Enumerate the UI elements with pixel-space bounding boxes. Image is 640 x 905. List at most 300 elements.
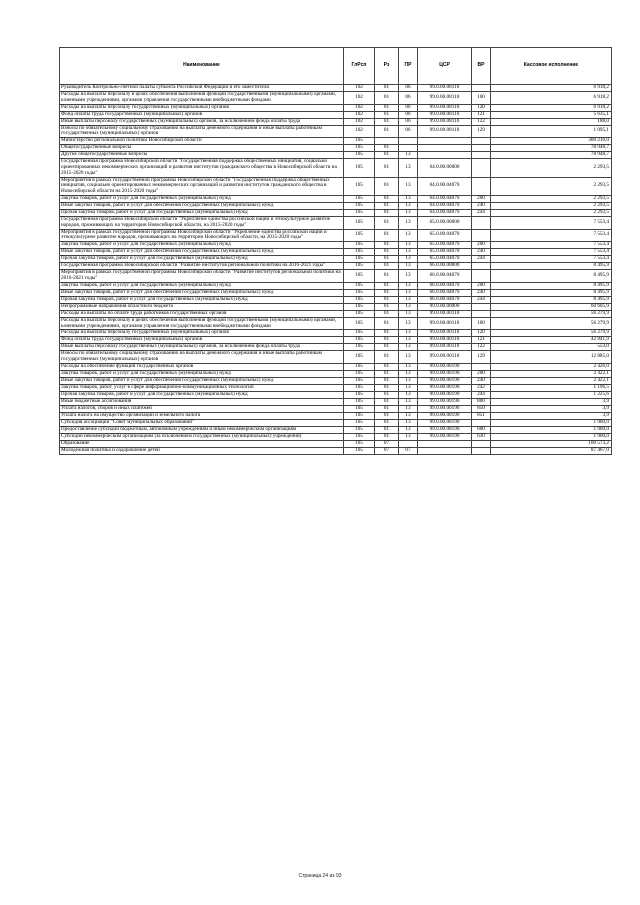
cell-amount: 6 918,2	[491, 104, 612, 111]
cell-vr: 240	[472, 249, 491, 256]
cell-grs: 105	[344, 229, 375, 242]
cell-amount: 3,9	[491, 405, 612, 412]
cell-amount: 8 495,9	[491, 270, 612, 283]
cell-vr: 200	[472, 370, 491, 377]
cell-csr: 99.0.00.00110	[418, 337, 472, 344]
cell-rz: 01	[375, 351, 399, 364]
header-name: Наименование	[60, 48, 344, 85]
cell-csr: 65.0.00.04070	[418, 242, 472, 249]
cell-csr: 66.0.00.04070	[418, 296, 472, 303]
cell-name: Прочая закупка товаров, работ и услуг для государственных (муниципальных) нужд	[60, 209, 344, 216]
cell-rz: 01	[375, 282, 399, 289]
cell-amount: 5 635,1	[491, 111, 612, 118]
cell-amount: 8 495,9	[491, 282, 612, 289]
header-rz: Рз	[375, 48, 399, 85]
cell-name: Взносы по обязательному социальному страхованию на выплаты денежного содержания и иные выплаты работникам государственных (муниципальных) органов	[60, 351, 344, 364]
cell-name: Мероприятия в рамках государственной программы Новосибирской области "Государственная поддержка общественных инициатив, социально ориентированных некоммерческих организаций и развития институтов гражданского общества в Новосибирской области на 2015-2020 годы"	[60, 177, 344, 195]
cell-vr: 200	[472, 242, 491, 249]
cell-rz: 01	[375, 270, 399, 283]
cell-pr: 13	[399, 159, 418, 177]
table-row	[60, 351, 612, 364]
cell-csr: 65.0.00.00000	[418, 216, 472, 229]
header-csr: ЦСР	[418, 48, 472, 85]
cell-pr: 13	[399, 330, 418, 337]
cell-amount: 42 841,9	[491, 337, 612, 344]
cell-grs: 105	[344, 152, 375, 159]
cell-vr: 120	[472, 104, 491, 111]
cell-grs: 105	[344, 344, 375, 351]
cell-amount: 87 467,0	[491, 447, 612, 454]
cell-name: Общегосударственные вопросы	[60, 145, 344, 152]
cell-vr: 122	[472, 344, 491, 351]
cell-grs: 102	[344, 104, 375, 111]
cell-csr: 99.0.00.00110	[418, 317, 472, 330]
cell-rz: 01	[375, 391, 399, 398]
cell-pr: 13	[399, 152, 418, 159]
cell-rz: 01	[375, 202, 399, 209]
cell-amount: 8 495,9	[491, 263, 612, 270]
cell-amount: 188,0	[491, 118, 612, 125]
cell-amount: 8 495,9	[491, 296, 612, 303]
cell-name: Мероприятия в рамках государственной программы Новосибирской области "Укрепление единства российской нации и этнокультурное развитие народов, проживающих на территории Новосибирской области, на 2015-2020 годы"	[60, 229, 344, 242]
cell-grs: 102	[344, 111, 375, 118]
cell-pr: 13	[399, 249, 418, 256]
cell-grs: 105	[344, 216, 375, 229]
cell-rz: 01	[375, 398, 399, 405]
cell-grs: 105	[344, 377, 375, 384]
cell-amount: 2 293,5	[491, 209, 612, 216]
cell-name: Прочая закупка товаров, работ и услуг для государственных (муниципальных) нужд	[60, 296, 344, 303]
cell-rz: 01	[375, 152, 399, 159]
cell-vr	[472, 229, 491, 242]
cell-rz: 01	[375, 229, 399, 242]
cell-name: Иные выплаты персоналу государственных (муниципальных) органов, за исключением фонда оплаты труда	[60, 118, 344, 125]
cell-name: Закупка товаров, работ, услуг в сфере информационно-коммуникационных технологий	[60, 384, 344, 391]
cell-grs: 102	[344, 85, 375, 92]
cell-rz: 01	[375, 104, 399, 111]
cell-grs: 105	[344, 391, 375, 398]
cell-csr: 99.0.00.08110	[418, 118, 472, 125]
cell-grs: 105	[344, 242, 375, 249]
cell-rz: 01	[375, 419, 399, 426]
cell-grs: 105	[344, 351, 375, 364]
cell-csr: 99.0.00.08110	[418, 125, 472, 138]
cell-amount: 7 553,4	[491, 229, 612, 242]
cell-vr: 800	[472, 398, 491, 405]
cell-amount: 56 279,9	[491, 317, 612, 330]
cell-vr	[472, 138, 491, 145]
cell-vr: 129	[472, 125, 491, 138]
cell-pr: 13	[399, 391, 418, 398]
table-row	[60, 216, 612, 229]
cell-csr: 65.0.00.04070	[418, 249, 472, 256]
cell-vr	[472, 177, 491, 195]
cell-pr: 13	[399, 317, 418, 330]
cell-pr: 13	[399, 303, 418, 310]
cell-csr	[418, 138, 472, 145]
cell-name: Уплата налогов, сборов и иных платежей	[60, 405, 344, 412]
cell-grs: 105	[344, 138, 375, 145]
cell-vr: 244	[472, 296, 491, 303]
header-vr: ВР	[472, 48, 491, 85]
cell-rz: 01	[375, 177, 399, 195]
table-row	[60, 138, 612, 145]
cell-grs: 102	[344, 118, 375, 125]
cell-grs: 105	[344, 317, 375, 330]
cell-amount: 56 279,9	[491, 310, 612, 317]
cell-amount: 7 553,4	[491, 242, 612, 249]
cell-amount: 7 553,4	[491, 256, 612, 263]
cell-vr: 200	[472, 282, 491, 289]
cell-amount: 1 900,0	[491, 426, 612, 433]
cell-name: Непрограммные направления областного бюджета	[60, 303, 344, 310]
cell-vr: 851	[472, 412, 491, 419]
cell-vr: 242	[472, 384, 491, 391]
cell-amount: 100 573,2	[491, 440, 612, 447]
cell-grs: 105	[344, 398, 375, 405]
cell-pr: 13	[399, 209, 418, 216]
cell-name: Расходы на выплаты персоналу государственных (муниципальных) органов	[60, 104, 344, 111]
cell-pr: 13	[399, 289, 418, 296]
cell-rz: 01	[375, 370, 399, 377]
cell-vr: 240	[472, 202, 491, 209]
cell-pr: 13	[399, 405, 418, 412]
cell-csr: 99.0.00.00190	[418, 398, 472, 405]
cell-csr: 99.0.00.00110	[418, 330, 472, 337]
cell-amount: 2 426,0	[491, 363, 612, 370]
cell-pr: 06	[399, 125, 418, 138]
cell-rz: 01	[375, 145, 399, 152]
cell-rz: 01	[375, 159, 399, 177]
cell-pr: 06	[399, 92, 418, 105]
cell-vr: 244	[472, 391, 491, 398]
cell-amount: 1 900,0	[491, 419, 612, 426]
cell-grs: 105	[344, 202, 375, 209]
cell-vr: 100	[472, 317, 491, 330]
cell-amount: 7 553,4	[491, 216, 612, 229]
cell-pr: 13	[399, 384, 418, 391]
cell-pr: 06	[399, 111, 418, 118]
cell-rz: 01	[375, 209, 399, 216]
cell-rz: 01	[375, 310, 399, 317]
cell-vr	[472, 159, 491, 177]
cell-amount: 2 422,1	[491, 377, 612, 384]
cell-pr	[399, 138, 418, 145]
cell-name: Расходы на обеспечение функций государственных органов	[60, 363, 344, 370]
cell-name: Прочая закупка товаров, работ и услуг для государственных (муниципальных) нужд	[60, 256, 344, 263]
cell-grs: 105	[344, 282, 375, 289]
cell-csr: 99.0.00.00190	[418, 391, 472, 398]
cell-name: Иные выплаты персоналу государственных (муниципальных) органов, за исключением фонда оплаты труда	[60, 344, 344, 351]
cell-grs: 105	[344, 419, 375, 426]
cell-amount: 78 948,7	[491, 152, 612, 159]
cell-vr: 244	[472, 209, 491, 216]
cell-csr: 99.0.00.00190	[418, 363, 472, 370]
cell-csr: 99.0.00.00190	[418, 377, 472, 384]
cell-csr: 99.0.00.00110	[418, 344, 472, 351]
table-row	[60, 125, 612, 138]
cell-amount: 60 605,9	[491, 303, 612, 310]
cell-vr: 240	[472, 289, 491, 296]
cell-name: Прочая закупка товаров, работ и услуг для государственных (муниципальных) нужд	[60, 391, 344, 398]
cell-grs: 105	[344, 289, 375, 296]
cell-amount: 1 225,6	[491, 391, 612, 398]
cell-csr: 66.0.00.04070	[418, 282, 472, 289]
cell-pr: 06	[399, 85, 418, 92]
cell-pr: 13	[399, 229, 418, 242]
cell-csr: 64.0.00.04070	[418, 177, 472, 195]
cell-csr: 65.0.00.04070	[418, 229, 472, 242]
cell-grs: 105	[344, 145, 375, 152]
cell-pr: 13	[399, 282, 418, 289]
cell-vr	[472, 216, 491, 229]
cell-csr: 99.0.00.00110	[418, 351, 472, 364]
cell-grs: 105	[344, 177, 375, 195]
cell-rz: 01	[375, 289, 399, 296]
cell-name: Субсидии некоммерческим организациям (за исключением государственных (муниципальных) учреждений)	[60, 433, 344, 440]
cell-name: Министерство региональной политики Новосибирской области	[60, 138, 344, 145]
cell-rz: 01	[375, 216, 399, 229]
cell-amount: 3,9	[491, 398, 612, 405]
cell-grs: 105	[344, 296, 375, 303]
cell-name: Расходы на выплаты персоналу государственных (муниципальных) органов	[60, 330, 344, 337]
cell-rz: 01	[375, 405, 399, 412]
cell-name: Руководитель Контрольно-счетной палаты субъекта Российской Федерации и его заместители	[60, 85, 344, 92]
cell-pr: 13	[399, 242, 418, 249]
cell-pr: 06	[399, 118, 418, 125]
table-row	[60, 391, 612, 398]
cell-grs: 105	[344, 256, 375, 263]
cell-rz: 01	[375, 337, 399, 344]
cell-vr	[472, 145, 491, 152]
cell-name: Взносы по обязательному социальному страхованию на выплаты денежного содержания и иные выплаты работникам государственных (муниципальных) органов	[60, 125, 344, 138]
cell-grs: 102	[344, 92, 375, 105]
cell-amount: 2 422,1	[491, 370, 612, 377]
cell-amount: 553,0	[491, 344, 612, 351]
cell-rz: 01	[375, 92, 399, 105]
cell-rz: 01	[375, 384, 399, 391]
cell-csr	[418, 145, 472, 152]
cell-grs: 105	[344, 195, 375, 202]
cell-rz: 01	[375, 412, 399, 419]
cell-rz: 01	[375, 296, 399, 303]
table-row	[60, 159, 612, 177]
cell-grs: 105	[344, 363, 375, 370]
cell-vr: 120	[472, 330, 491, 337]
cell-rz: 01	[375, 303, 399, 310]
cell-name: Предоставление субсидий бюджетным, автономным учреждениям и иным некоммерческим организациям	[60, 426, 344, 433]
cell-vr: 122	[472, 118, 491, 125]
cell-csr: 99.0.00.00190	[418, 384, 472, 391]
header-grs: ГлРсп	[344, 48, 375, 85]
table-row	[60, 447, 612, 454]
table-row	[60, 433, 612, 440]
table-row	[60, 229, 612, 242]
cell-name: Фонд оплаты труда государственных (муниципальных) органов	[60, 337, 344, 344]
cell-rz: 01	[375, 426, 399, 433]
cell-csr: 66.0.00.04070	[418, 289, 472, 296]
header-amount: Кассовое исполнение	[491, 48, 612, 85]
cell-csr: 99.0.00.00190	[418, 370, 472, 377]
cell-name: Иные закупки товаров, работ и услуг для обеспечения государственных (муниципальных) нужд	[60, 202, 344, 209]
cell-pr: 13	[399, 363, 418, 370]
cell-rz: 01	[375, 85, 399, 92]
cell-amount: 300 216,0	[491, 138, 612, 145]
cell-pr: 07	[399, 447, 418, 454]
cell-vr: 600	[472, 426, 491, 433]
cell-rz: 01	[375, 433, 399, 440]
cell-grs: 105	[344, 370, 375, 377]
cell-pr: 13	[399, 351, 418, 364]
cell-pr: 13	[399, 256, 418, 263]
cell-grs: 105	[344, 433, 375, 440]
cell-vr: 121	[472, 337, 491, 344]
cell-csr: 65.0.00.04070	[418, 256, 472, 263]
cell-name: Уплата налога на имущество организаций и земельного налога	[60, 412, 344, 419]
cell-pr: 13	[399, 202, 418, 209]
cell-grs: 105	[344, 303, 375, 310]
cell-rz: 01	[375, 377, 399, 384]
cell-grs: 105	[344, 270, 375, 283]
cell-vr	[472, 152, 491, 159]
table-row	[60, 177, 612, 195]
cell-rz: 01	[375, 344, 399, 351]
cell-csr: 99.0.00.00190	[418, 412, 472, 419]
cell-rz: 01	[375, 118, 399, 125]
cell-pr: 13	[399, 370, 418, 377]
cell-vr	[472, 303, 491, 310]
cell-name: Иные закупки товаров, работ и услуг для обеспечения государственных (муниципальных) нужд	[60, 377, 344, 384]
cell-rz: 07	[375, 447, 399, 454]
cell-pr: 13	[399, 337, 418, 344]
cell-name: Иные закупки товаров, работ и услуг для обеспечения государственных (муниципальных) нужд	[60, 249, 344, 256]
cell-amount: 2 293,5	[491, 195, 612, 202]
cell-csr: 99.0.00.00000	[418, 303, 472, 310]
cell-csr: 64.0.00.04070	[418, 209, 472, 216]
cell-pr: 13	[399, 412, 418, 419]
cell-pr: 13	[399, 433, 418, 440]
table-row	[60, 92, 612, 105]
cell-name: Мероприятия в рамках государственной программы Новосибирской области "Развитие институтов региональной политики на 2016-2021 годы"	[60, 270, 344, 283]
cell-csr: 64.0.00.00000	[418, 159, 472, 177]
cell-csr	[418, 447, 472, 454]
cell-csr	[418, 440, 472, 447]
cell-csr: 99.0.00.08190	[418, 426, 472, 433]
cell-rz: 01	[375, 263, 399, 270]
cell-amount: 2 293,5	[491, 159, 612, 177]
cell-name: Образование	[60, 440, 344, 447]
cell-amount: 78 948,7	[491, 145, 612, 152]
cell-csr: 99.0.00.08110	[418, 85, 472, 92]
cell-vr	[472, 440, 491, 447]
cell-amount: 6 918,2	[491, 85, 612, 92]
cell-vr: 850	[472, 405, 491, 412]
cell-grs: 105	[344, 263, 375, 270]
cell-vr: 244	[472, 256, 491, 263]
cell-grs: 105	[344, 159, 375, 177]
cell-csr: 99.0.00.08190	[418, 419, 472, 426]
cell-grs: 105	[344, 337, 375, 344]
cell-csr: 64.0.00.04070	[418, 202, 472, 209]
cell-name: Субсидия ассоциации "Совет муниципальных образований"	[60, 419, 344, 426]
cell-csr: 99.0.00.08110	[418, 92, 472, 105]
cell-pr: 13	[399, 398, 418, 405]
cell-name: Закупка товаров, работ и услуг для государственных (муниципальных) нужд	[60, 195, 344, 202]
cell-name: Закупка товаров, работ и услуг для государственных (муниципальных) нужд	[60, 242, 344, 249]
cell-grs: 105	[344, 330, 375, 337]
cell-amount: 3,9	[491, 412, 612, 419]
cell-grs: 105	[344, 412, 375, 419]
cell-amount: 8 495,9	[491, 289, 612, 296]
cell-csr: 99.0.00.08110	[418, 104, 472, 111]
cell-amount: 12 885,0	[491, 351, 612, 364]
cell-name: Иные закупки товаров, работ и услуг для обеспечения государственных (муниципальных) нужд	[60, 289, 344, 296]
cell-grs: 105	[344, 209, 375, 216]
cell-grs: 105	[344, 310, 375, 317]
cell-rz: 01	[375, 111, 399, 118]
cell-name: Расходы на выплаты по оплате труда работников государственных органов	[60, 310, 344, 317]
cell-name: Государственная программа Новосибирской области "Укрепление единства российской нации и этнокультурное развитие народов, проживающих на территории Новосибирской области, на 2015-2020 годы"	[60, 216, 344, 229]
cell-csr: 99.0.00.00110	[418, 310, 472, 317]
table-body	[60, 85, 612, 455]
cell-rz: 01	[375, 249, 399, 256]
cell-vr	[472, 447, 491, 454]
cell-csr: 66.0.00.00000	[418, 263, 472, 270]
cell-pr: 13	[399, 344, 418, 351]
cell-grs: 105	[344, 447, 375, 454]
cell-amount: 6 918,2	[491, 92, 612, 105]
cell-pr: 13	[399, 270, 418, 283]
cell-amount: 1 196,5	[491, 384, 612, 391]
cell-csr: 99.0.00.08190	[418, 433, 472, 440]
cell-csr: 99.0.00.08110	[418, 111, 472, 118]
budget-table	[59, 47, 612, 455]
cell-amount: 1 900,0	[491, 433, 612, 440]
cell-amount: 1 095,1	[491, 125, 612, 138]
cell-csr: 66.0.00.04070	[418, 270, 472, 283]
cell-amount: 7 553,4	[491, 249, 612, 256]
cell-grs: 105	[344, 426, 375, 433]
cell-vr: 121	[472, 111, 491, 118]
cell-vr	[472, 310, 491, 317]
cell-pr: 13	[399, 177, 418, 195]
cell-rz: 01	[375, 242, 399, 249]
cell-amount: 56 279,9	[491, 330, 612, 337]
cell-grs: 102	[344, 125, 375, 138]
cell-name: Государственная программа Новосибирской области "Государственная поддержка общественных инициатив, социально ориентированных некоммерческих организаций и развития институтов гражданского общества в Новосибирской области на 2015-2020 годы"	[60, 159, 344, 177]
cell-csr: 99.0.00.00190	[418, 405, 472, 412]
cell-rz: 07	[375, 440, 399, 447]
cell-grs: 105	[344, 405, 375, 412]
cell-name: Фонд оплаты труда государственных (муниципальных) органов	[60, 111, 344, 118]
cell-grs: 105	[344, 384, 375, 391]
cell-name: Расходы на выплаты персоналу в целях обеспечения выполнения функций государственными (муниципальными) органами, казенными учреждениями, органами управления государственными внебюджетными фондами	[60, 92, 344, 105]
cell-name: Закупка товаров, работ и услуг для государственных (муниципальных) нужд	[60, 282, 344, 289]
cell-rz: 01	[375, 125, 399, 138]
cell-vr	[472, 270, 491, 283]
cell-pr: 13	[399, 216, 418, 229]
cell-rz: 01	[375, 317, 399, 330]
cell-pr: 13	[399, 426, 418, 433]
cell-name: Молодежная политика и оздоровление детей	[60, 447, 344, 454]
page-number: Страница 24 из 93	[298, 873, 342, 879]
table-header-row	[60, 48, 612, 85]
cell-pr: 13	[399, 310, 418, 317]
cell-vr: 630	[472, 433, 491, 440]
cell-vr: 100	[472, 92, 491, 105]
cell-vr: 240	[472, 377, 491, 384]
header-pr: ПР	[399, 48, 418, 85]
